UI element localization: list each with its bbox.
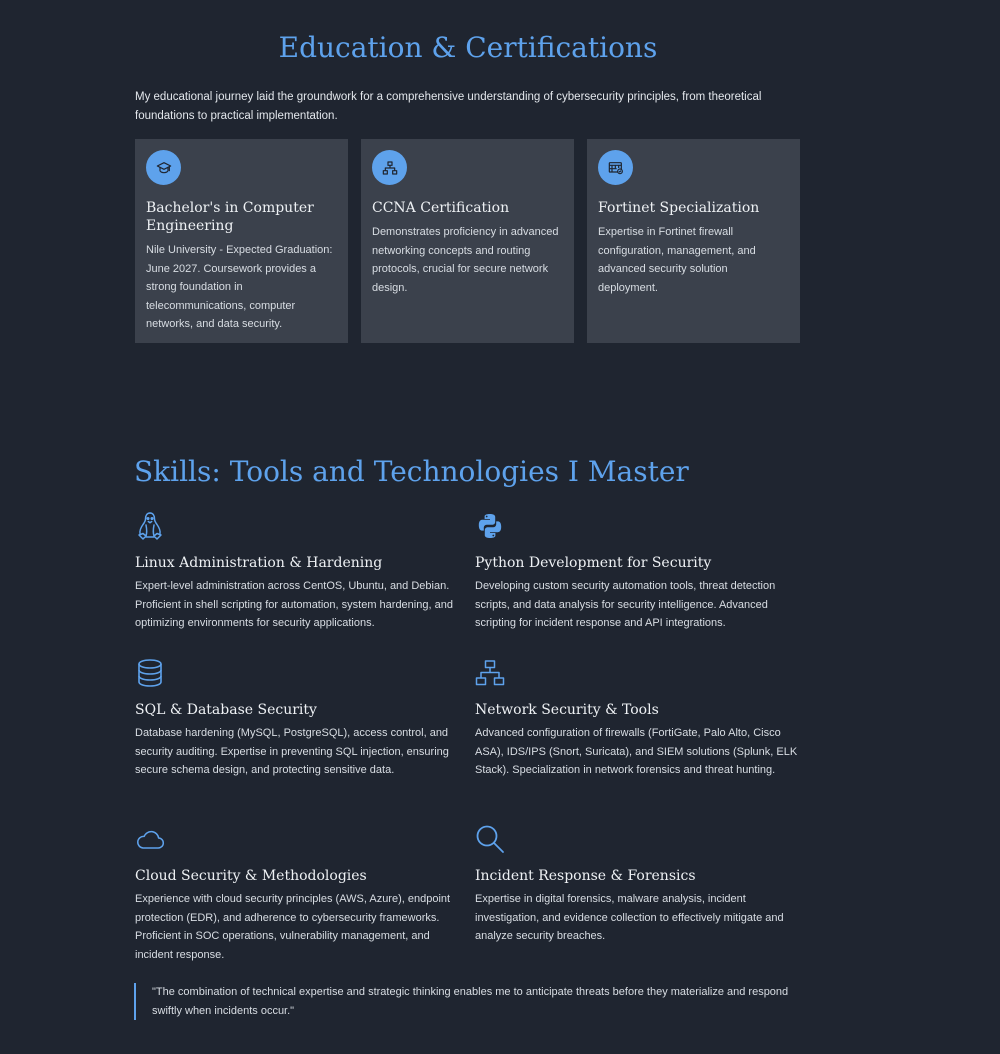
skill-incident-response xyxy=(475,824,805,946)
network-icon xyxy=(475,658,507,690)
skill-description: Developing custom security automation tools, threat detection scripts, and data analysis for security intelligence. Advanced scripting for incident response and API integrations. xyxy=(475,580,776,630)
skill-linux xyxy=(135,511,465,633)
education-card-bachelor xyxy=(135,139,348,343)
education-intro: My educational journey laid the groundwork for a comprehensive understanding of cybersecurity principles, from theoretical foundations to practical implementation. xyxy=(135,91,762,122)
linux-icon xyxy=(135,511,167,543)
skill-title: Linux Administration & Hardening xyxy=(135,555,383,571)
database-icon xyxy=(135,658,167,690)
education-card-fortinet xyxy=(587,139,800,343)
quote-block: "The combination of technical expertise and strategic thinking enables me to anticipate threats before they materialize and respond swiftly when incidents occur." xyxy=(134,983,794,1020)
card-title: Bachelor's in Computer Engineering xyxy=(146,200,314,234)
skill-title: Python Development for Security xyxy=(475,555,712,571)
education-card-ccna xyxy=(361,139,574,343)
search-icon xyxy=(475,824,507,856)
skill-python xyxy=(475,511,805,633)
python-icon xyxy=(475,511,507,543)
skill-sql xyxy=(135,658,465,780)
card-description: Expertise in Fortinet firewall configuration, management, and advanced security solution deployment. xyxy=(598,226,756,294)
skill-title: Incident Response & Forensics xyxy=(475,868,696,884)
card-title: CCNA Certification xyxy=(372,200,510,216)
skills-title: Skills: Tools and Technologies I Master xyxy=(134,455,689,488)
skill-description: Expertise in digital forensics, malware analysis, incident investigation, and evidence collection to effectively mitigate and analyze security breaches. xyxy=(475,893,784,943)
skill-title: Network Security & Tools xyxy=(475,702,659,718)
education-title: Education & Certifications xyxy=(278,31,658,64)
card-title: Fortinet Specialization xyxy=(598,200,760,216)
skill-description: Advanced configuration of firewalls (FortiGate, Palo Alto, Cisco ASA), IDS/IPS (Snort, Suricata), and SIEM solutions (Splunk, ELK Stack). Specialization in network forensics and threat hunting. xyxy=(475,727,798,777)
card-description: Nile University - Expected Graduation: June 2027. Coursework provides a strong foundation in telecommunications, computer networks, and data security. xyxy=(146,244,333,331)
skill-description: Database hardening (MySQL, PostgreSQL), access control, and security auditing. Expertise in preventing SQL injection, ensuring secure schema design, and protecting sensitive data. xyxy=(135,727,449,777)
cloud-icon xyxy=(135,824,167,856)
skill-title: Cloud Security & Methodologies xyxy=(135,868,367,884)
network-icon xyxy=(372,150,407,185)
graduation-cap-icon xyxy=(146,150,181,185)
skill-cloud xyxy=(135,824,465,964)
skill-network xyxy=(475,658,805,780)
skill-description: Expert-level administration across CentOS, Ubuntu, and Debian. Proficient in shell scripting for automation, system hardening, and optimizing environments for security applications. xyxy=(135,580,453,630)
firewall-icon xyxy=(598,150,633,185)
skill-description: Experience with cloud security principles (AWS, Azure), endpoint protection (EDR), and adherence to cybersecurity frameworks. Proficient in SOC operations, vulnerability management, and incident response. xyxy=(135,893,451,961)
card-description: Demonstrates proficiency in advanced networking concepts and routing protocols, crucial for secure network design. xyxy=(372,226,559,294)
skill-title: SQL & Database Security xyxy=(135,702,317,718)
